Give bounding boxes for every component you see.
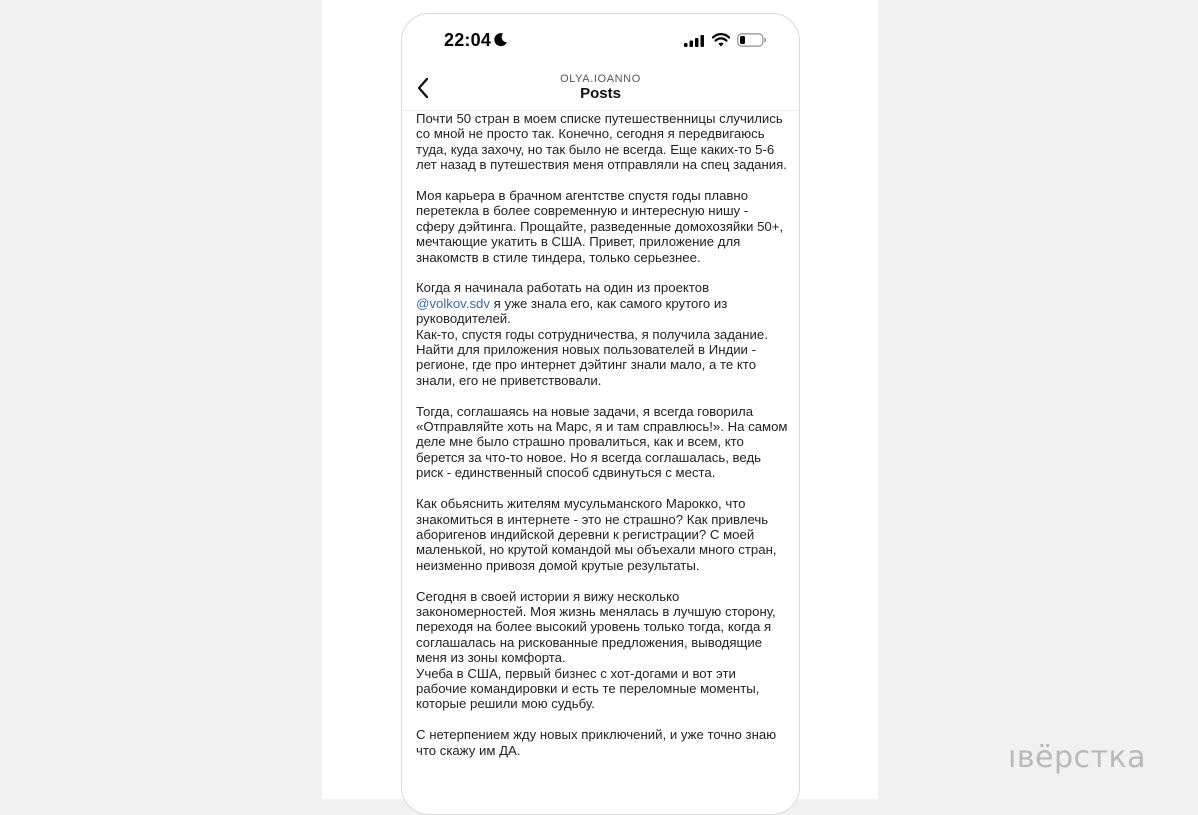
caption-paragraph: Сегодня в своей истории я вижу несколько закономерностей. Моя жизнь менялась в лучшую сторону, переходя на более высокий уровень только тогда, когда я соглашалась на рискованные предложения, выводящие меня из зоны комфорта. xyxy=(416,588,776,666)
watermark-logo: ıвёрстка xyxy=(1008,740,1146,775)
caption-paragraph: Тогда, соглашаясь на новые задачи, я всегда говорила «Отправляйте хоть на Марс, я и там справлюсь!». На самом деле мне было страшно провалиться, как и всем, кто берется за что-то новое. Но я всегда соглашалась, ведь риск - единственный способ сдвинуться с места. xyxy=(416,403,788,481)
mention-link[interactable]: @volkov.sdv xyxy=(416,295,490,311)
status-time: 22:04 xyxy=(444,30,492,50)
caption-paragraph: Моя карьера в брачном агентстве спустя годы плавно перетекла в более современную и интересную нишу - сферу дэйтинга. Прощайте, разведенные домохозяйки 50+, мечтающие укатить в США. Привет, приложение для знакомств в стиле тиндера, только серьезнее. xyxy=(416,188,784,265)
caption-paragraph: Как обьяснить жителям мусульманского Марокко, что знакомиться в интернете - это не страшно? Как привлечь аборигенов индийской деревни к регистрации? С моей маленькой, но крутой командой мы объехали много стран, неизменно привозя домой крутые результаты. xyxy=(416,496,777,573)
caption-text: я уже знала его, как самого крутого из руководителей. xyxy=(416,295,728,327)
post-caption xyxy=(416,111,788,773)
battery-icon xyxy=(737,33,767,47)
wifi-icon xyxy=(712,32,730,47)
nav-bar xyxy=(402,64,799,111)
caption-paragraph: Почти 50 стран в моем списке путешественницы случились со мной не просто так. Конечно, сегодня я передвигаюсь туда, куда захочу, но так было не всегда. Еще каких-то 5-6 лет назад в путешествия меня отправляли на спец задания. xyxy=(416,111,787,173)
phone-screen xyxy=(401,13,800,815)
status-bar xyxy=(402,14,799,64)
nav-username[interactable]: OLYA.IOANNO xyxy=(560,73,641,85)
caption-paragraph: С нетерпением жду новых приключений, и уже точно знаю что скажу им ДА. xyxy=(416,727,777,758)
caption-paragraph: Учеба в США, первый бизнес с хот-догами и вот эти рабочие командировки и есть те переломные моменты, которые решили мою судьбу. xyxy=(416,665,760,712)
caption-paragraph: Как-то, спустя годы сотрудничества, я получила задание. Найти для приложения новых пользователей в Индии - регионе, где про интернет дэйтинг знали мало, а те кто знали, его не приветствовали. xyxy=(416,326,768,388)
moon-icon xyxy=(493,32,508,47)
page-title: Posts xyxy=(580,85,621,102)
caption-paragraph xyxy=(416,280,788,326)
cellular-signal-icon xyxy=(684,35,704,47)
caption-text: Когда я начинала работать на один из проектов xyxy=(416,280,710,296)
